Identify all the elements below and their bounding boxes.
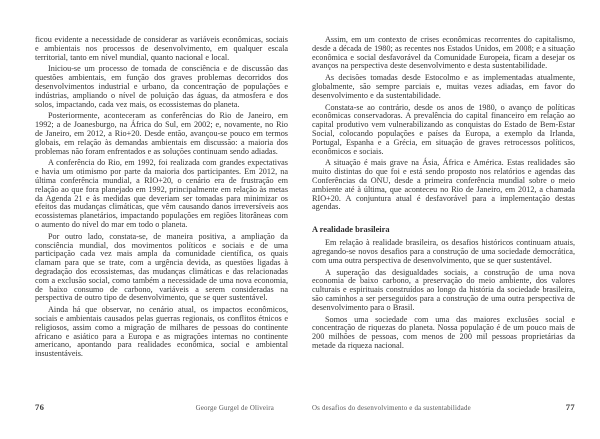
running-footer-author: George Gurgel de Oliveira: [195, 405, 274, 412]
paragraph: Assim, em um contexto de crises econômicas recorrentes do capitalismo, desde a década de 1980; as recentes nos Estados Unidos, em 2008; e a situação econômica e social desfavorável da Comunidade Europeia, ficam a desejar os avanços na perspectiva deste desenvolvimento e desta sustentabilidade.: [312, 35, 575, 71]
paragraph: Somos uma sociedade com uma das maiores exclusões social e concentração de riquezas do planeta. Nossa população é de um pouco mais de 200 milhões de pessoas, com menos de 200 mil pessoas proprietárias da metade da riqueza nacional.: [312, 314, 575, 350]
paragraph: As decisões tomadas desde Estocolmo e as implementadas atualmente, globalmente, são sempre parciais e, muitas vezes adiadas, em favor do desenvolvimento e da sustentabilidade.: [312, 73, 575, 100]
page-left-body: [35, 36, 288, 362]
running-footer-chapter: Os desafios do desenvolvimento e da sustentabilidade: [312, 405, 471, 412]
paragraph: A situação é mais grave na Ásia, África e América. Estas realidades são muito distintas do que foi e está sendo proposto nos relatórios e agendas das Conferências da ONU, desde a primeira conferência mundial sobre o meio ambiente até à última, que aconteceu no Rio de Janeiro, em 2012, a chamada RIO+20. A conjuntura atual é desfavorável para a implementação destas agendas.: [312, 158, 575, 212]
paragraph: Iniciou-se um processo de tomada de consciência e de discussão das questões ambientais, em função dos graves problemas decorridos dos desenvolvimentos industrial e urbano, da concentração de populações e indústrias, ampliando o nível de poluição das águas, da atmosfera e dos solos, impactando, cada vez mais, os ecossistemas do planeta.: [35, 64, 288, 109]
paragraph: ficou evidente a necessidade de considerar as variáveis econômicas, sociais e ambientais nos processos de desenvolvimento, em qualquer escala territorial, tanto em nível mundial, quanto nacional e local.: [35, 35, 288, 62]
page-number-left: 76: [35, 402, 45, 412]
section-heading: A realidade brasileira: [312, 225, 390, 235]
page-right-footer: [312, 402, 575, 412]
page-number-right: 77: [565, 402, 575, 412]
paragraph: A superação das desigualdades sociais, a construção de uma nova economia de baixo carbono, a preservação do meio ambiente, dos valores culturais e espirituais construídos ao longo da história da sociedade brasileira, são caminhos a ser perseguidos para a construção de uma outra perspectiva de desenvolvimento para o Brasil.: [312, 267, 575, 312]
paragraph: A conferência do Rio, em 1992, foi realizada com grandes expectativas e havia um otimismo por parte da maioria dos participantes. Em 2012, na última conferência mundial, a RIO+20, o cenário era de frustração em relação ao que fora planejado em 1992, principalmente em relação às metas da Agenda 21 e às medidas que deveriam ser tomadas para minimizar os efeitos das mudanças climáticas, que vêm causando danos irreversíveis aos ecossistemas planetários, impactando populações em regiões litorâneas com o aumento do nível do mar em todo o planeta.: [35, 158, 288, 229]
page-right-body: [312, 36, 575, 354]
paragraph: Em relação à realidade brasileira, os desafios históricos continuam atuais, agregando-se novos desafios para a construção de uma sociedade democrática, com uma outra perspectiva de desenvolvimento, que se quer sustentável.: [312, 238, 575, 265]
paragraph: Ainda há que observar, no cenário atual, os impactos econômicos, sociais e ambientais causados pelas guerras regionais, os conflitos étnicos e religiosos, assim como a migração de milhares de pessoas do continente africano e asiático para a Europa e as migrações internas no continente americano, apontando para realidades econômica, social e ambiental insustentáveis.: [35, 305, 288, 359]
paragraph: Posteriormente, aconteceram as conferências do Rio de Janeiro, em 1992; a de Joanesburgo, na África do Sul, em 2002; e, novamente, no Rio de Janeiro, em 2012, a Rio+20. Desde então, avançou-se pouco em termos globais, em relação às demandas ambientais em discussão: a maioria dos problemas não foram enfrentados e as soluções continuam sendo adiadas.: [35, 111, 288, 156]
paragraph: Constata-se ao contrário, desde os anos de 1980, o avanço de políticas econômicas conservadoras. A prevalência do capital financeiro em relação ao capital produtivo vem vulnerabilizando as conquistas do Estado de Bem-Estar Social, colocando populações e países da Europa, a exemplo da Irlanda, Portugal, Espanha e a Grécia, em situação de graves retrocessos políticos, econômicos e sociais.: [312, 102, 575, 156]
paragraph: Por outro lado, constata-se, de maneira positiva, a ampliação da consciência mundial, dos movimentos políticos e sociais e de uma participação cada vez mais ampla da comunidade científica, os quais clamam para que se trate, com a urgência devida, as questões ligadas à degradação dos ecossistemas, das mudanças climáticas e das relacionadas com a exclusão social, como também a necessidade de uma nova economia, de baixo consumo de carbono, variáveis a serem consideradas na perspectiva de outro tipo de desenvolvimento, que se quer sustentável.: [35, 231, 288, 303]
page-left-footer: [35, 402, 288, 412]
